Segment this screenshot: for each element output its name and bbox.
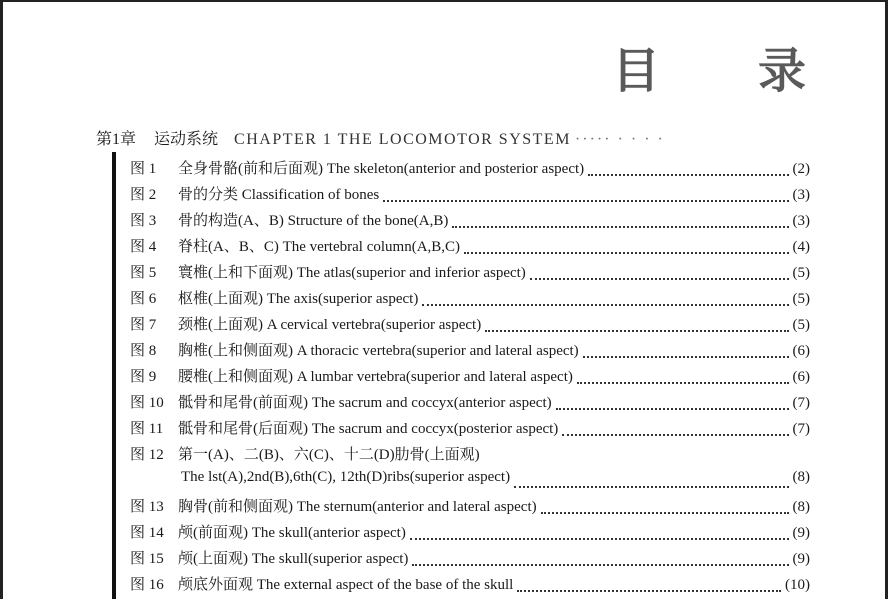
dot-leader [517,589,781,592]
toc-entry[interactable] [130,209,810,233]
toc-entry[interactable] [130,261,810,285]
chapter-title-en: CHAPTER 1 THE LOCOMOTOR SYSTEM [234,131,571,148]
dot-leader [562,433,788,436]
dot-leader [410,537,789,540]
page-number: (9) [792,525,810,541]
toc-entry[interactable] [130,235,810,259]
chapter-title-zh: 运动系统 [154,131,219,148]
figure-title: 骨的构造(A、B) Structure of the bone(A,B) [178,213,449,229]
dot-leader [541,511,789,514]
figure-title: 第一(A)、二(B)、六(C)、十二(D)肋骨(上面观) [178,447,480,463]
toc-entry[interactable] [130,547,810,571]
figure-title: 颅底外面观 The external aspect of the base of the skull [178,577,514,593]
dot-leader [484,460,806,461]
page-number: (2) [792,161,810,177]
page-number: (6) [792,343,810,359]
page-number: (8) [792,499,810,515]
toc-entry[interactable] [130,313,810,337]
chapter-heading[interactable] [96,126,796,148]
figure-label: 图 14 [130,525,164,541]
dot-leader [556,407,789,410]
figure-title: 胸椎(上和侧面观) A thoracic vertebra(superior and lateral aspect) [178,343,579,359]
toc-title-char-2: 录 [758,43,807,99]
toc-entry[interactable] [130,287,810,311]
toc-entry[interactable] [130,495,810,519]
page-number: (5) [792,265,810,281]
figure-label: 图 4 [130,239,157,255]
dot-leader [464,251,788,254]
figure-title: 颅(前面观) The skull(anterior aspect) [178,525,406,541]
figure-label: 图 13 [130,499,164,515]
toc-title-char-1: 目 [612,43,661,99]
figure-title: 腰椎(上和侧面观) A lumbar vertebra(superior and lateral aspect) [178,369,573,385]
figure-label: 图 11 [130,421,164,437]
figure-title: 颅(上面观) The skull(superior aspect) [178,551,409,567]
dot-leader [577,381,789,384]
figure-label: 图 3 [130,213,157,229]
figure-title: 寰椎(上和下面观) The atlas(superior and inferior aspect) [178,265,526,281]
figure-label: 图 8 [130,343,157,359]
toc-entry[interactable] [130,443,810,467]
figure-label: 图 12 [130,447,164,463]
page-number: (7) [792,421,810,437]
dot-leader [485,329,788,332]
figure-title: 脊柱(A、B、C) The vertebral column(A,B,C) [178,239,461,255]
chapter-leader: ····· · · · · [574,131,665,148]
toc-entry[interactable] [130,365,810,389]
dot-leader [412,563,788,566]
dot-leader [422,303,788,306]
page-number: (9) [792,551,810,567]
dot-leader [588,173,788,176]
page-number: (5) [792,317,810,333]
page-frame-left [0,0,3,599]
dot-leader [452,225,788,228]
toc-entry[interactable] [130,339,810,363]
figure-label: 图 10 [130,395,164,411]
page-number: (5) [792,291,810,307]
figure-title: 枢椎(上面观) The axis(superior aspect) [178,291,419,307]
toc-side-bar [112,152,116,599]
figure-label: 图 2 [130,187,157,203]
dot-leader [530,277,789,280]
page-number: (3) [792,187,810,203]
figure-title: 骶骨和尾骨(后面观) The sacrum and coccyx(posterior aspect) [178,421,559,437]
dot-leader [383,199,788,202]
toc-entry[interactable] [130,417,810,441]
page-frame-top [0,0,888,2]
figure-title: The lst(A),2nd(B),6th(C), 12th(D)ribs(superior aspect) [181,469,511,485]
figure-title: 全身骨骼(前和后面观) The skeleton(anterior and posterior aspect) [178,161,585,177]
toc-entry[interactable] [130,183,810,207]
figure-label: 图 9 [130,369,157,385]
dot-leader [514,485,788,488]
page-number: (7) [792,395,810,411]
page-number: (10) [785,577,810,593]
figure-label: 图 5 [130,265,157,281]
figure-title: 骶骨和尾骨(前面观) The sacrum and coccyx(anterior aspect) [178,395,552,411]
figure-label: 图 1 [130,161,157,177]
figure-label: 图 6 [130,291,157,307]
figure-label: 图 16 [130,577,164,593]
figure-title: 骨的分类 Classification of bones [178,187,380,203]
toc-entry[interactable] [130,157,810,181]
toc-entry[interactable] [130,521,810,545]
toc-entry[interactable] [130,391,810,415]
page-number: (4) [792,239,810,255]
toc-entry-continuation[interactable] [181,469,810,493]
dot-leader [583,355,789,358]
figure-label: 图 7 [130,317,157,333]
page-number: (8) [792,469,810,485]
toc-entry[interactable] [130,573,810,597]
page-number: (3) [792,213,810,229]
figure-label: 图 15 [130,551,164,567]
figure-title: 胸骨(前和侧面观) The sternum(anterior and lateral aspect) [178,499,537,515]
page-number: (6) [792,369,810,385]
chapter-number: 第1章 [96,131,137,148]
figure-title: 颈椎(上面观) A cervical vertebra(superior aspect) [178,317,482,333]
